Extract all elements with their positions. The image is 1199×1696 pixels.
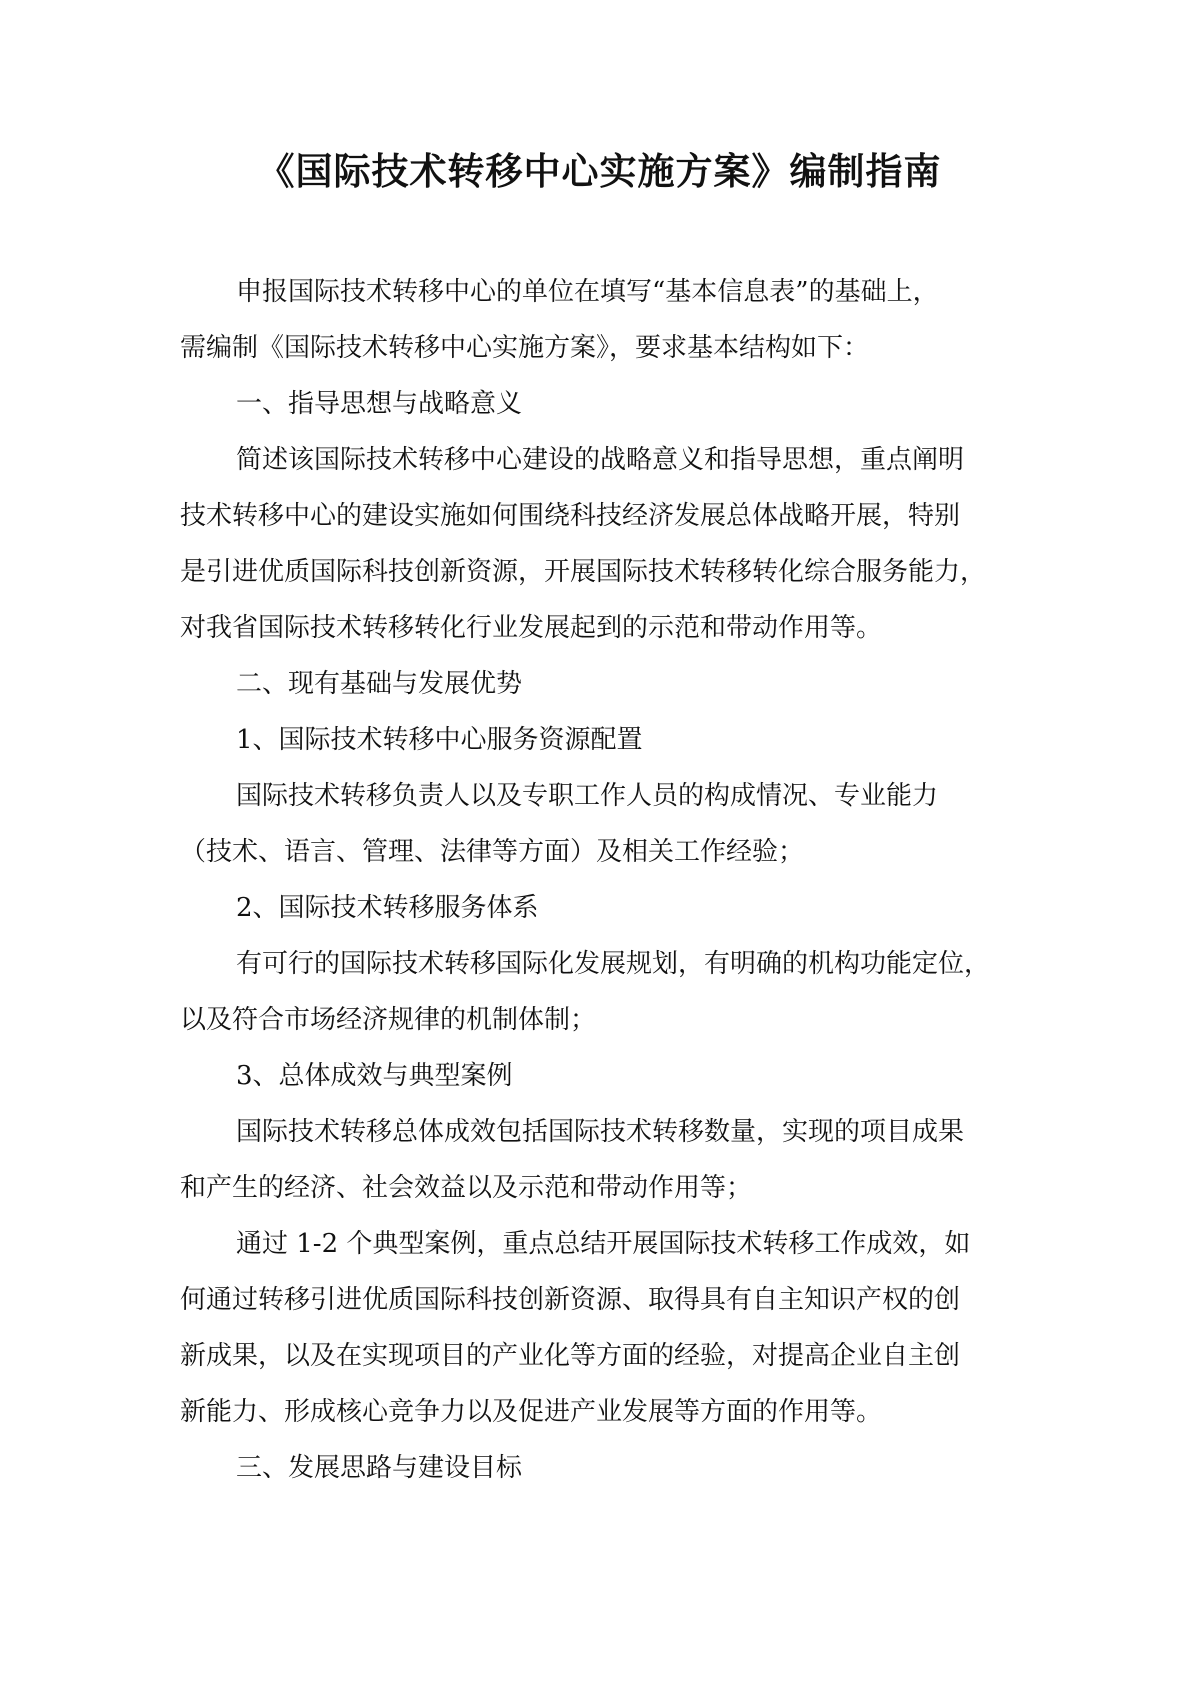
paragraph-line: 申报国际技术转移中心的单位在填写“基本信息表”的基础上， — [236, 277, 939, 307]
paragraph-line: 通过 1-2 个典型案例，重点总结开展国际技术转移工作成效，如 — [236, 1229, 971, 1259]
paragraph-line: （技术、语言、管理、法律等方面）及相关工作经验； — [180, 837, 805, 867]
subsection-heading: 3、总体成效与典型案例 — [236, 1061, 513, 1091]
paragraph-line: 简述该国际技术转移中心建设的战略意义和指导思想，重点阐明 — [236, 445, 965, 475]
paragraph-line: 技术转移中心的建设实施如何围绕科技经济发展总体战略开展，特别 — [180, 501, 961, 531]
paragraph-line: 和产生的经济、社会效益以及示范和带动作用等； — [180, 1173, 753, 1203]
paragraph-line: 有可行的国际技术转移国际化发展规划，有明确的机构功能定位， — [236, 949, 991, 979]
subsection-heading: 2、国际技术转移服务体系 — [236, 893, 539, 923]
paragraph-line: 需编制《国际技术转移中心实施方案》，要求基本结构如下： — [180, 333, 870, 363]
paragraph-line: 以及符合市场经济规律的机制体制； — [180, 1005, 597, 1035]
paragraph-line: 是引进优质国际科技创新资源，开展国际技术转移转化综合服务能力， — [180, 557, 987, 587]
subsection-heading: 1、国际技术转移中心服务资源配置 — [236, 725, 643, 755]
paragraph-line: 国际技术转移负责人以及专职工作人员的构成情况、专业能力 — [236, 781, 939, 811]
section-heading: 三、发展思路与建设目标 — [236, 1453, 523, 1483]
document-title: 《国际技术转移中心实施方案》编制指南 — [257, 149, 942, 193]
paragraph-line: 新能力、形成核心竞争力以及促进产业发展等方面的作用等。 — [180, 1397, 883, 1427]
paragraph-line: 对我省国际技术转移转化行业发展起到的示范和带动作用等。 — [180, 613, 883, 643]
paragraph-line: 何通过转移引进优质国际科技创新资源、取得具有自主知识产权的创 — [180, 1285, 961, 1315]
paragraph-line: 国际技术转移总体成效包括国际技术转移数量，实现的项目成果 — [236, 1117, 965, 1147]
section-heading: 一、指导思想与战略意义 — [236, 389, 523, 419]
section-heading: 二、现有基础与发展优势 — [236, 669, 523, 699]
document-body — [180, 264, 1020, 1496]
paragraph-line: 新成果，以及在实现项目的产业化等方面的经验，对提高企业自主创 — [180, 1341, 961, 1371]
